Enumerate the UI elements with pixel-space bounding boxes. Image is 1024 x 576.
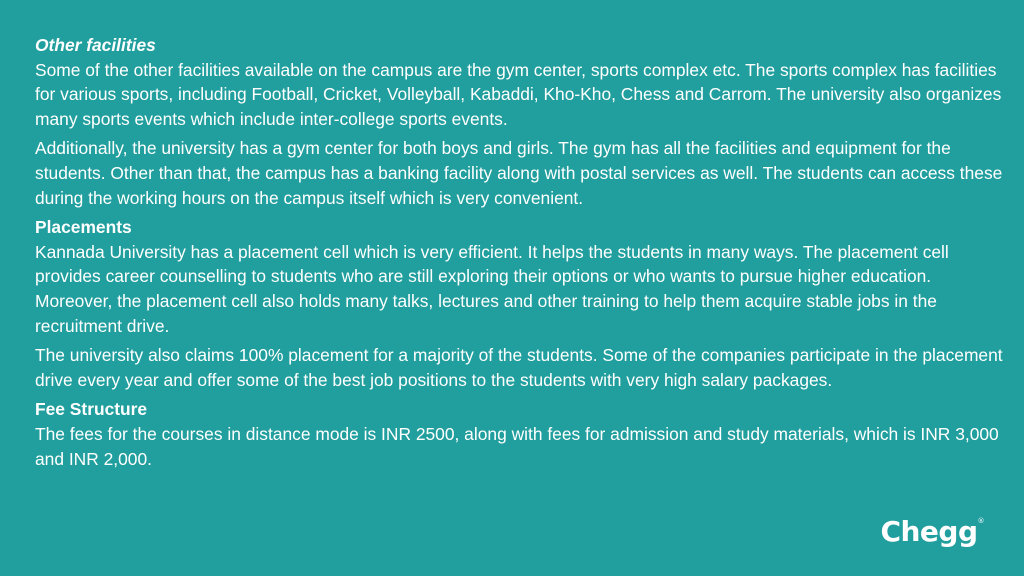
paragraph: The university also claims 100% placement for a majority of the students. Some of the companies participate in the placement drive every year and offer some of the best job positions to the students with very high salary packages. bbox=[35, 345, 1003, 390]
section-other-facilities bbox=[35, 33, 1005, 210]
section-placements bbox=[35, 215, 1005, 392]
logo-text: Chegg bbox=[880, 515, 978, 548]
chegg-logo bbox=[880, 515, 984, 548]
section-heading: Fee Structure bbox=[35, 399, 148, 420]
slide-content bbox=[35, 33, 1005, 476]
section-fee-structure bbox=[35, 397, 1005, 471]
registered-mark: ® bbox=[977, 517, 984, 525]
paragraph: Additionally, the university has a gym center for both boys and girls. The gym has all the facilities and equipment for the students. Other than that, the campus has a banking facility along with postal services as well. The students can access these during the working hours on the campus itself which is very convenient. bbox=[35, 138, 1003, 208]
section-heading: Placements bbox=[35, 217, 132, 238]
section-heading: Other facilities bbox=[35, 35, 156, 55]
paragraph: Some of the other facilities available on the campus are the gym center, sports complex etc. The sports complex has facilities for various sports, including Football, Cricket, Volleyball, Kabaddi, Kho-Kho, Chess and Carrom. The university also organizes many sports events which include inter-college sports events. bbox=[35, 59, 1002, 129]
paragraph: The fees for the courses in distance mode is INR 2500, along with fees for admission and study materials, which is INR 3,000 and INR 2,000. bbox=[35, 423, 999, 469]
paragraph: Kannada University has a placement cell which is very efficient. It helps the students in many ways. The placement cell provides career counselling to students who are still exploring their options or who wants to pursue higher education. Moreover, the placement cell also holds many talks, lectures and other training to help them acquire stable jobs in the recruitment drive. bbox=[35, 241, 949, 336]
